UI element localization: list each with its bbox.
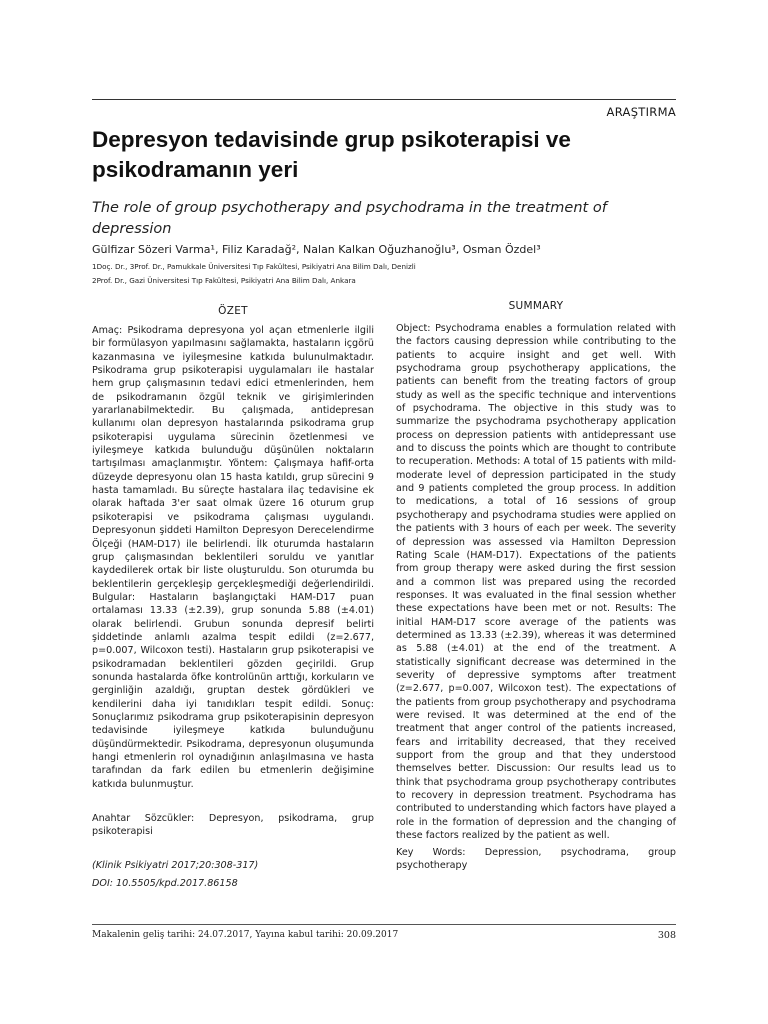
section-tag: ARAŞTIRMA: [606, 105, 676, 119]
page-number: 308: [657, 930, 676, 941]
top-rule: [92, 99, 676, 100]
affiliation-2: 2Prof. Dr., Gazi Üniversitesi Tıp Fakültesi, Psikiyatri Ana Bilim Dalı, Ankara: [92, 276, 356, 285]
summary-keywords: Key Words: Depression, psychodrama, group psychotherapy: [396, 847, 676, 872]
summary-heading: SUMMARY: [508, 300, 564, 312]
affiliation-1: 1Doç. Dr., 3Prof. Dr., Pamukkale Üniversitesi Tıp Fakültesi, Psikiyatri Ana Bilim Dalı, Denizli: [92, 262, 416, 271]
ozet-heading: ÖZET: [218, 305, 248, 317]
citation-journal: (Klinik Psikiyatri 2017;20:308-317): [92, 860, 259, 871]
ozet-abstract: [92, 324, 374, 791]
footer-rule: [92, 924, 676, 925]
article-title: Depresyon tedavisinde grup psikoterapisi ve psikodramanın yeri: [92, 127, 571, 182]
summary-body: Object: Psychodrama enables a formulation related with the factors causing depression while contributing to the patients to acquire insight and get well. With psychodrama group psychotherapy applications, the patients can benefit from the treating factors of group study as well as the specific technique and interventions of psychodrama. The objective in this study was to summarize the psychodrama psychotherapy application process on depression patients with antidepressant use and to discuss the points which are thought to contribute to recuperation. Methods: A total of 15 patients with mild-moderate level of depression participated in the study and 9 patients completed the group process. In addition to medications, a total of 16 sessions of group psychotherapy and psychodrama studies were applied on the patients with 3 hours of each per week. The severity of depression was assessed via Hamilton Depression Rating Scale (HAM-D17). Expectations of the patients from group therapy were asked during the first session and a common list was prepared using the recorded responses. It was evaluated in the final session whether these expectations have been met or not. Results: The initial HAM-D17 score average of the patients was determined as 13.33 (±2.39), whereas it was determined as 5.88 (±4.01) at the end of the treatment. A statistically significant decrease was determined in the severity of depressive symptoms after treatment (z=2.677, p=0.007, Wilcoxon test). The expectations of the patients from group psychotherapy and psychodrama were revised. It was determined at the end of the treatment that anger control of the patients increased, fears and irritability decreased, that they received support from the group and that they understood themselves better. Discussion: Our results lead us to think that psychodrama group psychotherapy contributes to recovery in depression treatment. Psychodrama has contributed to understanding which factors have played a role in the formation of depression and the changing of these factors realized by the patient as well.: [396, 323, 676, 842]
author-list: Gülfizar Sözeri Varma¹, Filiz Karadağ², Nalan Kalkan Oğuzhanoğlu³, Osman Özdel³: [92, 243, 541, 256]
ozet-keywords: Anahtar Sözcükler: Depresyon, psikodrama, grup psikoterapisi: [92, 813, 374, 838]
ozet-body: Amaç: Psikodrama depresyona yol açan etmenlerle ilgili bir formülasyon yapılmasını sağlamakta, hastaların içgörü kazanmasına ve iyileşmesine katkıda bulunulmaktadır. Psikodrama grup psikoterapisi uygulamaları ile hastalar hem grup çalışmasının tedavi edici etmenlerinden, hem de psikodramanın özgül teknik ve girişimlerinden yararlanabilmektedir. Bu çalışmada, antidepresan kullanımı olan depresyon hastalarında psikodrama grup psikoterapisi uygulama sürecinin özetlenmesi ve iyileşmeye katkıda bulunduğu düşünülen noktaların tartışılması amaçlanmıştır. Yöntem: Çalışmaya hafif-orta düzeyde depresyonu olan 15 hasta katıldı, grup sürecini 9 hasta tamamladı. Bu süreçte hastalara ilaç tedavisine ek olarak haftada 3'er saat olmak üzere 16 oturum grup psikoterapisi ve psikodrama çalışması uygulandı. Depresyonun şiddeti Hamilton Depresyon Derecelendirme Ölçeği (HAM-D17) ile belirlendi. İlk oturumda hastaların grup çalışmasından beklentileri soruldu ve yanıtlar kaydedilerek ortak bir liste oluşturuldu. Son oturumda bu beklentilerin gerçekleşip gerçekleşmediği değerlendirildi. Bulgular: Hastaların başlangıçtaki HAM-D17 puan ortalaması 13.33 (±2.39), grup sonunda 5.88 (±4.01) olarak belirlendi. Grubun sonunda depresif belirti şiddetinde anlamlı azalma tespit edildi (z=2.677, p=0.007, Wilcoxon testi). Hastaların grup psikoterapisi ve psikodramadan beklentileri gözden geçirildi. Grup sonunda hastalarda öfke kontrolünün arttığı, korkuların ve gerginliğin azaldığı, gruptan destek gördükleri ve kendilerini daha iyi tanıdıkları tespit edildi. Sonuç: Sonuçlarımız psikodrama grup psikoterapisinin depresyon tedavisinde iyileşmeye katkıda bulunduğunu düşündürmektedir. Psikodrama, depresyonun oluşumunda hangi etmenlerin rol oynadığının anlaşılmasına ve hasta tarafından da fark edilen bu etmenlerin değişimine katkıda bulunmuştur.: [92, 325, 374, 790]
summary-abstract: [396, 322, 676, 842]
footer-dates: Makalenin geliş tarihi: 24.07.2017, Yayına kabul tarihi: 20.09.2017: [92, 930, 399, 940]
article-subtitle: The role of group psychotherapy and psychodrama in the treatment of depression: [92, 200, 607, 237]
citation-doi: DOI: 10.5505/kpd.2017.86158: [92, 878, 238, 889]
